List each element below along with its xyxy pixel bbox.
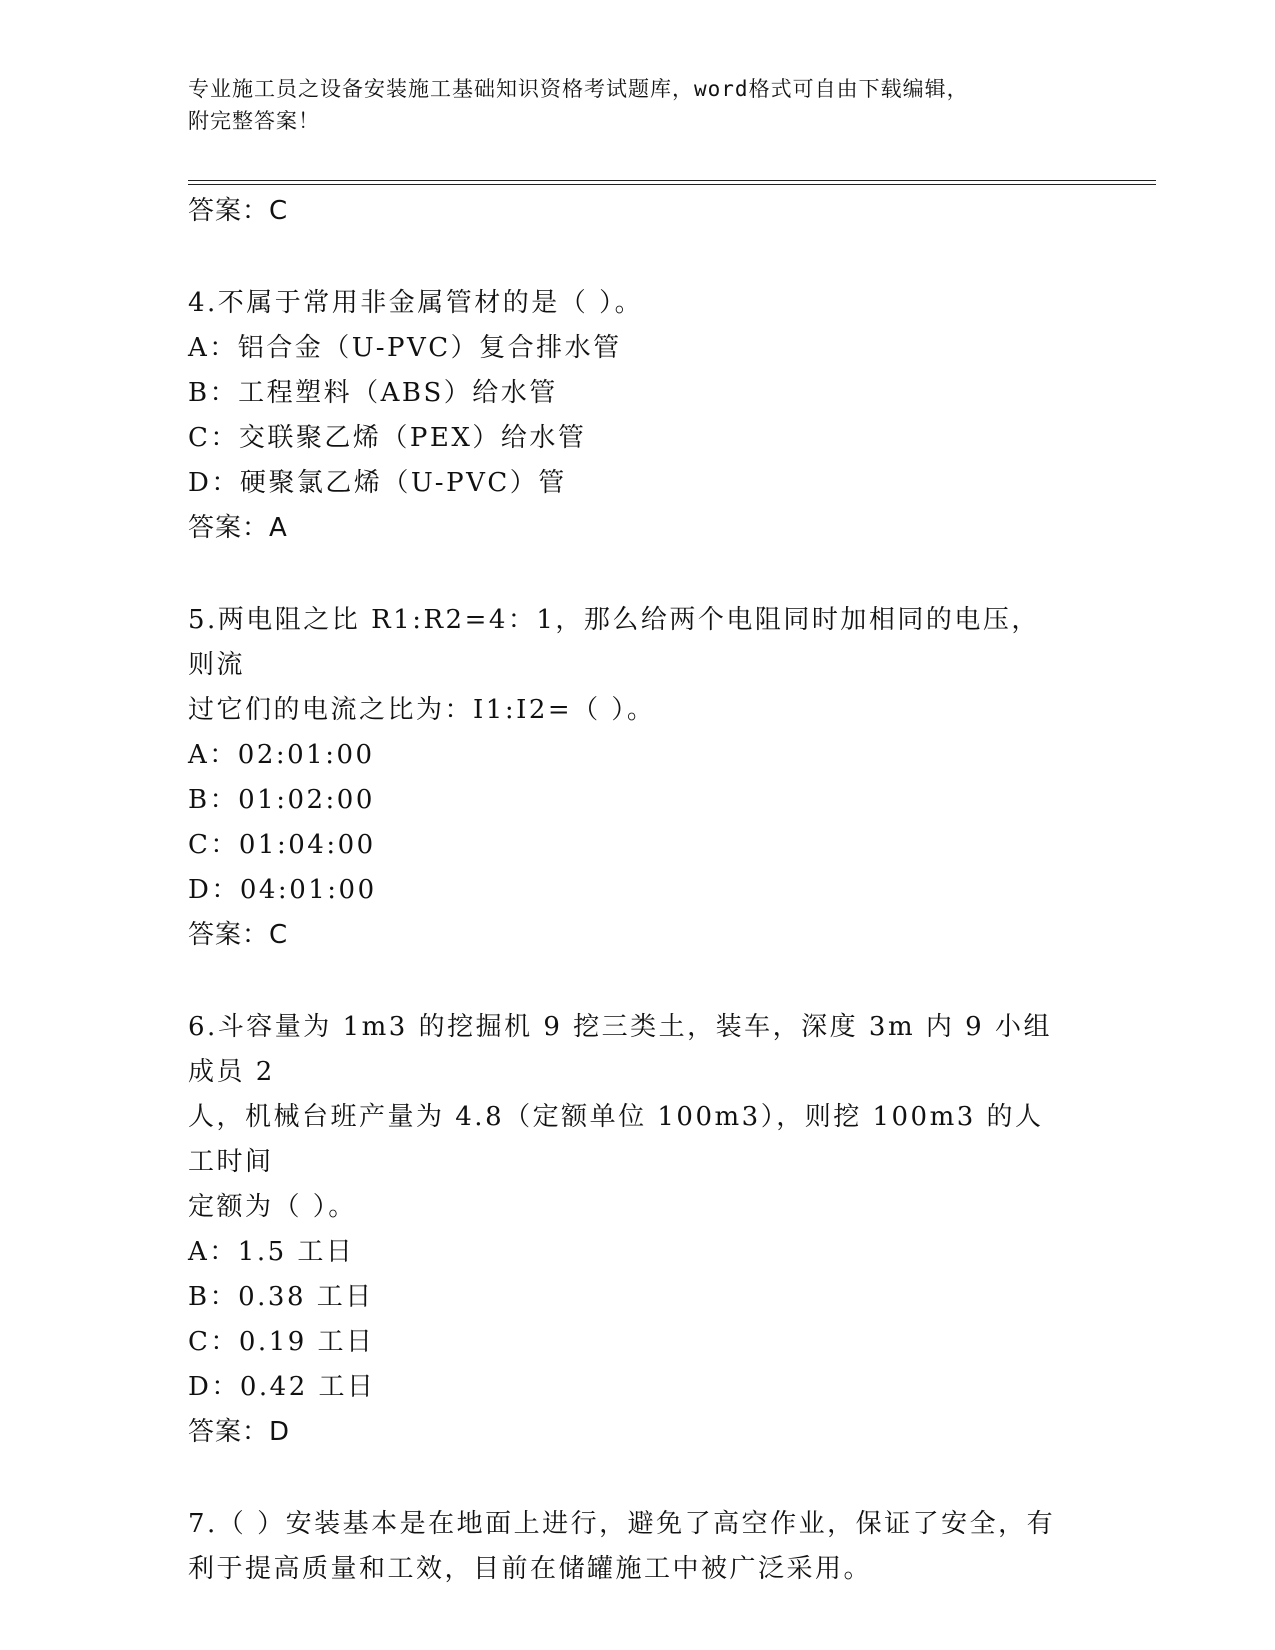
option-a: A：铝合金（U-PVC）复合排水管 xyxy=(188,333,622,363)
question-7 xyxy=(188,1502,1088,1592)
option-c: C：0.19 工日 xyxy=(188,1327,375,1357)
question-list xyxy=(188,189,1088,1592)
question-text: 人，机械台班产量为 4.8（定额单位 100m3），则挖 100m3 的人工时间 xyxy=(188,1102,1044,1177)
question-text: 4.不属于常用非金属管材的是（ ）。 xyxy=(188,288,644,318)
question-text: 过它们的电流之比为：I1:I2=（ ）。 xyxy=(188,695,656,725)
header-divider-top xyxy=(188,180,1156,181)
answer-line: 答案：D xyxy=(188,1417,291,1447)
option-a: A：1.5 工日 xyxy=(188,1237,355,1267)
option-a: A：02:01:00 xyxy=(188,740,375,770)
option-d: D：04:01:00 xyxy=(188,875,377,905)
question-text: 利于提高质量和工效，目前在储罐施工中被广泛采用。 xyxy=(188,1554,873,1584)
option-b: B：工程塑料（ABS）给水管 xyxy=(188,378,558,408)
option-d: D：硬聚氯乙烯（U-PVC）管 xyxy=(188,468,567,498)
answer-line: 答案：A xyxy=(188,513,288,543)
question-text: 定额为（ ）。 xyxy=(188,1192,357,1222)
header-divider-bottom xyxy=(188,184,1156,185)
question-text: 6.斗容量为 1m3 的挖掘机 9 挖三类土，装车，深度 3m 内 9 小组成员 2 xyxy=(188,1012,1052,1087)
question-4 xyxy=(188,281,1088,551)
question-5 xyxy=(188,598,1088,958)
answer-line: 答案：C xyxy=(188,196,289,226)
option-c: C：交联聚乙烯（PEX）给水管 xyxy=(188,423,587,453)
question-text: 5.两电阻之比 R1:R2=4：1，那么给两个电阻同时加相同的电压，则流 xyxy=(188,605,1040,680)
option-c: C：01:04:00 xyxy=(188,830,376,860)
question-6 xyxy=(188,1005,1088,1455)
option-d: D：0.42 工日 xyxy=(188,1372,376,1402)
header-line-1: 专业施工员之设备安装施工基础知识资格考试题库，word格式可自由下载编辑， xyxy=(188,77,969,101)
option-b: B：01:02:00 xyxy=(188,785,375,815)
answer-line: 答案：C xyxy=(188,920,289,950)
option-b: B：0.38 工日 xyxy=(188,1282,374,1312)
question-text: 7.（ ）安装基本是在地面上进行，避免了高空作业，保证了安全，有 xyxy=(188,1509,1056,1539)
header-line-2: 附完整答案！ xyxy=(188,109,320,133)
document-header xyxy=(188,73,1068,137)
